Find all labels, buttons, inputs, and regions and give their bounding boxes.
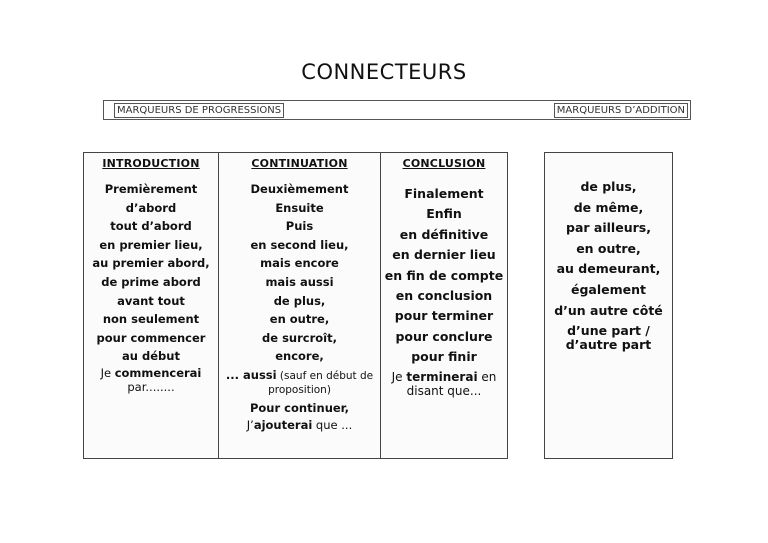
connector-item: au demeurant, [556,261,661,277]
connector-item: encore, [275,349,324,364]
connector-item: Pour continuer, [249,400,350,415]
connector-sentence: Je terminerai en disant que... [391,369,497,398]
label-progressions: MARQUEURS DE PROGRESSIONS [114,103,284,118]
connector-item: par ailleurs, [566,220,651,236]
connector-item: mais encore [260,256,339,271]
connector-item: Puis [285,219,314,234]
connector-item: d’abord [125,200,177,215]
connector-sentence: Je commencerai par........ [100,365,202,394]
connector-item: non seulement [102,312,200,327]
connector-sentence: J’ajouterai que ... [246,417,353,432]
connector-item: de plus, [580,179,637,194]
connector-item: mais aussi [265,274,334,289]
connector-item: au début [122,349,180,364]
label-addition: MARQUEURS D’ADDITION [554,103,688,118]
connector-item: Deuxièmement [250,182,349,196]
column-introduction [84,153,218,458]
page-title: CONNECTEURS [301,60,467,84]
connector-item: en outre, [269,312,330,327]
connector-item: en second lieu, [250,237,349,252]
connector-item: d’autre part [565,337,652,353]
connector-item: également [571,281,646,297]
connector-item: de surcroît, [262,330,337,345]
connector-item: d’un autre côté [554,302,663,318]
connector-item: de plus, [273,293,326,308]
connector-item: en dernier lieu [392,247,496,263]
connector-item: pour commencer [96,330,206,345]
connector-item: en premier lieu, [99,237,203,252]
connector-item: de prime abord [101,274,201,289]
connector-item: en conclusion [395,288,493,304]
connector-item: Premièrement [104,182,198,196]
connector-item: au premier abord, [92,256,210,271]
progressions-table [83,152,508,459]
column-header: INTRODUCTION [102,157,200,170]
connector-item: Enfin [426,206,462,222]
marker-labels-bar [103,100,691,120]
connector-item: en fin de compte [384,267,504,283]
addition-markers-box [544,152,673,459]
connector-item: en définitive [399,226,489,242]
column-conclusion [380,153,507,458]
column-header: CONCLUSION [402,157,486,170]
connector-item: d’une part / [567,323,650,339]
connector-item: pour conclure [395,328,493,344]
connector-item: tout d’abord [110,219,192,234]
column-header: CONTINUATION [251,157,348,170]
connector-item: pour finir [411,349,477,365]
connector-item: en outre, [576,240,641,256]
connector-item: de même, [573,199,644,215]
connector-note: ... aussi (sauf en début de proposition) [225,367,374,396]
connector-item: pour terminer [394,308,494,324]
connector-item: avant tout [117,293,185,308]
connector-item: Finalement [404,186,484,201]
column-continuation [218,153,380,458]
connector-item: Ensuite [275,200,324,215]
